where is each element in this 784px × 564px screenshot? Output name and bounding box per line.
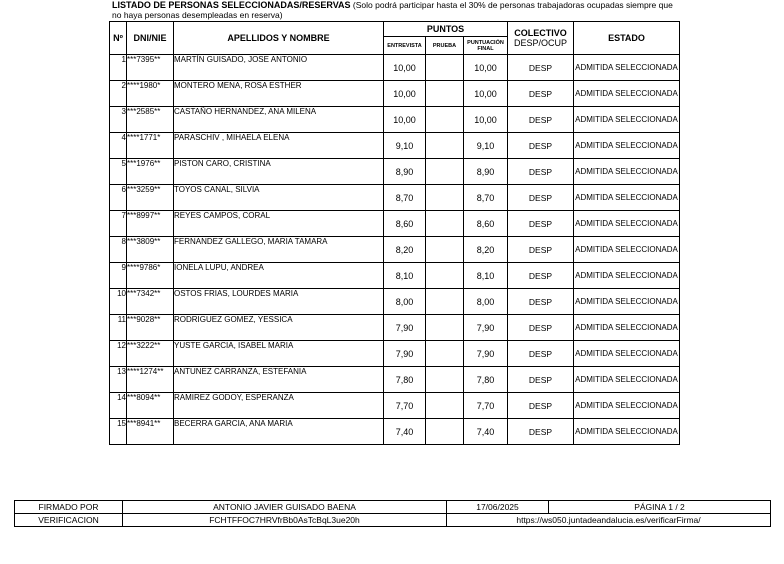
cell-num: 6 bbox=[110, 185, 127, 211]
cell-final: 8,00 bbox=[464, 289, 508, 315]
cell-estado: ADMITIDA SELECCIONADA bbox=[574, 367, 680, 393]
header-final bbox=[464, 37, 508, 55]
cell-colectivo: DESP bbox=[508, 211, 574, 237]
cell-final: 8,60 bbox=[464, 211, 508, 237]
cell-estado: ADMITIDA SELECCIONADA bbox=[574, 185, 680, 211]
cell-final: 10,00 bbox=[464, 81, 508, 107]
header-final-line2: FINAL bbox=[477, 45, 494, 52]
cell-colectivo: DESP bbox=[508, 263, 574, 289]
cell-entrevista: 7,70 bbox=[384, 393, 426, 419]
table-row bbox=[110, 133, 680, 159]
cell-colectivo: DESP bbox=[508, 107, 574, 133]
cell-prueba bbox=[426, 315, 464, 341]
verificacion-url[interactable]: https://ws050.juntadeandalucia.es/verificarFirma/ bbox=[447, 514, 771, 527]
table-row bbox=[110, 107, 680, 133]
table-row bbox=[110, 315, 680, 341]
header-prueba: PRUEBA bbox=[426, 37, 464, 55]
table-row bbox=[110, 341, 680, 367]
cell-final: 10,00 bbox=[464, 55, 508, 81]
cell-dni: ***8941** bbox=[127, 419, 174, 445]
cell-prueba bbox=[426, 55, 464, 81]
cell-estado: ADMITIDA SELECCIONADA bbox=[574, 133, 680, 159]
cell-name: CASTAÑO HERNANDEZ, ANA MILENA bbox=[174, 107, 384, 133]
cell-prueba bbox=[426, 159, 464, 185]
cell-num: 13 bbox=[110, 367, 127, 393]
header-entrevista: ENTREVISTA bbox=[384, 37, 426, 55]
table-row bbox=[110, 159, 680, 185]
cell-num: 12 bbox=[110, 341, 127, 367]
cell-dni: ***7342** bbox=[127, 289, 174, 315]
cell-name: RAMIREZ GODOY, ESPERANZA bbox=[174, 393, 384, 419]
cell-prueba bbox=[426, 211, 464, 237]
cell-entrevista: 8,10 bbox=[384, 263, 426, 289]
cell-dni: ****1274** bbox=[127, 367, 174, 393]
cell-colectivo: DESP bbox=[508, 159, 574, 185]
list-heading bbox=[112, 0, 682, 20]
cell-num: 10 bbox=[110, 289, 127, 315]
page-number: PÁGINA 1 / 2 bbox=[549, 501, 771, 514]
cell-estado: ADMITIDA SELECCIONADA bbox=[574, 211, 680, 237]
cell-name: BECERRA GARCIA, ANA MARIA bbox=[174, 419, 384, 445]
table-body bbox=[110, 55, 680, 445]
verificacion-label: VERIFICACION bbox=[15, 514, 123, 527]
cell-estado: ADMITIDA SELECCIONADA bbox=[574, 107, 680, 133]
cell-estado: ADMITIDA SELECCIONADA bbox=[574, 159, 680, 185]
cell-estado: ADMITIDA SELECCIONADA bbox=[574, 315, 680, 341]
cell-prueba bbox=[426, 107, 464, 133]
cell-entrevista: 7,90 bbox=[384, 341, 426, 367]
cell-final: 7,80 bbox=[464, 367, 508, 393]
cell-num: 9 bbox=[110, 263, 127, 289]
cell-final: 8,10 bbox=[464, 263, 508, 289]
cell-num: 3 bbox=[110, 107, 127, 133]
header-name: APELLIDOS Y NOMBRE bbox=[174, 22, 384, 55]
table-row bbox=[110, 289, 680, 315]
cell-colectivo: DESP bbox=[508, 367, 574, 393]
cell-colectivo: DESP bbox=[508, 419, 574, 445]
cell-prueba bbox=[426, 367, 464, 393]
cell-entrevista: 7,90 bbox=[384, 315, 426, 341]
firmado-value: ANTONIO JAVIER GUISADO BAENA bbox=[123, 501, 447, 514]
cell-num: 4 bbox=[110, 133, 127, 159]
cell-estado: ADMITIDA SELECCIONADA bbox=[574, 341, 680, 367]
table-row bbox=[110, 393, 680, 419]
cell-dni: ****1980* bbox=[127, 81, 174, 107]
table-row bbox=[110, 263, 680, 289]
cell-entrevista: 8,70 bbox=[384, 185, 426, 211]
cell-num: 7 bbox=[110, 211, 127, 237]
cell-dni: ***1976** bbox=[127, 159, 174, 185]
candidates-table bbox=[109, 21, 680, 445]
cell-prueba bbox=[426, 341, 464, 367]
cell-prueba bbox=[426, 263, 464, 289]
cell-entrevista: 7,80 bbox=[384, 367, 426, 393]
cell-colectivo: DESP bbox=[508, 55, 574, 81]
cell-num: 11 bbox=[110, 315, 127, 341]
cell-estado: ADMITIDA SELECCIONADA bbox=[574, 237, 680, 263]
cell-entrevista: 9,10 bbox=[384, 133, 426, 159]
cell-estado: ADMITIDA SELECCIONADA bbox=[574, 81, 680, 107]
cell-name: PARASCHIV , MIHAELA ELENA bbox=[174, 133, 384, 159]
cell-name: TOYOS CANAL, SILVIA bbox=[174, 185, 384, 211]
cell-dni: ***7395** bbox=[127, 55, 174, 81]
cell-dni: ***9028** bbox=[127, 315, 174, 341]
cell-dni: ***3222** bbox=[127, 341, 174, 367]
table-row bbox=[110, 185, 680, 211]
cell-final: 8,20 bbox=[464, 237, 508, 263]
cell-entrevista: 8,90 bbox=[384, 159, 426, 185]
cell-prueba bbox=[426, 419, 464, 445]
cell-name: IONELA LUPU, ANDREA bbox=[174, 263, 384, 289]
cell-colectivo: DESP bbox=[508, 393, 574, 419]
cell-entrevista: 10,00 bbox=[384, 55, 426, 81]
cell-prueba bbox=[426, 185, 464, 211]
cell-dni: ****9786* bbox=[127, 263, 174, 289]
firmado-label: FIRMADO POR bbox=[15, 501, 123, 514]
cell-entrevista: 7,40 bbox=[384, 419, 426, 445]
header-num: Nº bbox=[110, 22, 127, 55]
cell-estado: ADMITIDA SELECCIONADA bbox=[574, 393, 680, 419]
table-row bbox=[110, 367, 680, 393]
cell-prueba bbox=[426, 237, 464, 263]
signature-date: 17/06/2025 bbox=[447, 501, 549, 514]
cell-entrevista: 8,20 bbox=[384, 237, 426, 263]
table-row bbox=[110, 419, 680, 445]
cell-prueba bbox=[426, 393, 464, 419]
cell-entrevista: 8,60 bbox=[384, 211, 426, 237]
header-puntos: PUNTOS bbox=[384, 22, 508, 37]
cell-colectivo: DESP bbox=[508, 133, 574, 159]
cell-estado: ADMITIDA SELECCIONADA bbox=[574, 263, 680, 289]
signature-footer bbox=[14, 500, 771, 527]
cell-entrevista: 8,00 bbox=[384, 289, 426, 315]
cell-num: 2 bbox=[110, 81, 127, 107]
cell-prueba bbox=[426, 81, 464, 107]
table-row bbox=[110, 55, 680, 81]
cell-name: MARTÍN GUISADO, JOSE ANTONIO bbox=[174, 55, 384, 81]
cell-entrevista: 10,00 bbox=[384, 107, 426, 133]
cell-num: 15 bbox=[110, 419, 127, 445]
cell-estado: ADMITIDA SELECCIONADA bbox=[574, 419, 680, 445]
cell-entrevista: 10,00 bbox=[384, 81, 426, 107]
cell-colectivo: DESP bbox=[508, 341, 574, 367]
cell-colectivo: DESP bbox=[508, 81, 574, 107]
cell-dni: ***8997** bbox=[127, 211, 174, 237]
cell-final: 7,40 bbox=[464, 419, 508, 445]
table-row bbox=[110, 81, 680, 107]
cell-colectivo: DESP bbox=[508, 237, 574, 263]
header-colectivo bbox=[508, 22, 574, 55]
cell-name: FERNANDEZ GALLEGO, MARIA TAMARA bbox=[174, 237, 384, 263]
cell-prueba bbox=[426, 289, 464, 315]
cell-name: YUSTE GARCIA, ISABEL MARIA bbox=[174, 341, 384, 367]
cell-dni: ***3259** bbox=[127, 185, 174, 211]
cell-estado: ADMITIDA SELECCIONADA bbox=[574, 289, 680, 315]
cell-name: RODRIGUEZ GOMEZ, YESSICA bbox=[174, 315, 384, 341]
cell-dni: ***3809** bbox=[127, 237, 174, 263]
cell-num: 1 bbox=[110, 55, 127, 81]
cell-final: 7,90 bbox=[464, 341, 508, 367]
cell-dni: ***8094** bbox=[127, 393, 174, 419]
cell-num: 14 bbox=[110, 393, 127, 419]
cell-final: 10,00 bbox=[464, 107, 508, 133]
header-estado: ESTADO bbox=[574, 22, 680, 55]
cell-dni: ***2585** bbox=[127, 107, 174, 133]
list-note: (Solo podrá participar hasta el 30% de personas trabajadoras ocupadas siempre que no haya personas desempleadas en reserva) bbox=[112, 0, 673, 20]
table-row bbox=[110, 237, 680, 263]
cell-num: 8 bbox=[110, 237, 127, 263]
cell-final: 7,90 bbox=[464, 315, 508, 341]
cell-colectivo: DESP bbox=[508, 289, 574, 315]
cell-name: ANTUNEZ CARRANZA, ESTEFANIA bbox=[174, 367, 384, 393]
cell-name: REYES CAMPOS, CORAL bbox=[174, 211, 384, 237]
list-title: LISTADO DE PERSONAS SELECCIONADAS/RESERVAS bbox=[112, 0, 351, 10]
cell-name: OSTOS FRIAS, LOURDES MARIA bbox=[174, 289, 384, 315]
cell-colectivo: DESP bbox=[508, 185, 574, 211]
header-colectivo-label: COLECTIVO bbox=[514, 28, 567, 38]
cell-num: 5 bbox=[110, 159, 127, 185]
header-dni: DNI/NIE bbox=[127, 22, 174, 55]
cell-final: 8,70 bbox=[464, 185, 508, 211]
cell-colectivo: DESP bbox=[508, 315, 574, 341]
cell-name: MONTERO MENA, ROSA ESTHER bbox=[174, 81, 384, 107]
cell-final: 7,70 bbox=[464, 393, 508, 419]
cell-name: PISTON CARO, CRISTINA bbox=[174, 159, 384, 185]
cell-prueba bbox=[426, 133, 464, 159]
cell-dni: ****1771* bbox=[127, 133, 174, 159]
cell-final: 8,90 bbox=[464, 159, 508, 185]
cell-final: 9,10 bbox=[464, 133, 508, 159]
verificacion-code: FCHTFFOC7HRVfrBb0AsTcBqL3ue20h bbox=[123, 514, 447, 527]
header-colectivo-sub: DESP/OCUP bbox=[513, 38, 567, 48]
cell-estado: ADMITIDA SELECCIONADA bbox=[574, 55, 680, 81]
table-row bbox=[110, 211, 680, 237]
header-final-line1: PUNTUACIÓN bbox=[467, 39, 504, 46]
